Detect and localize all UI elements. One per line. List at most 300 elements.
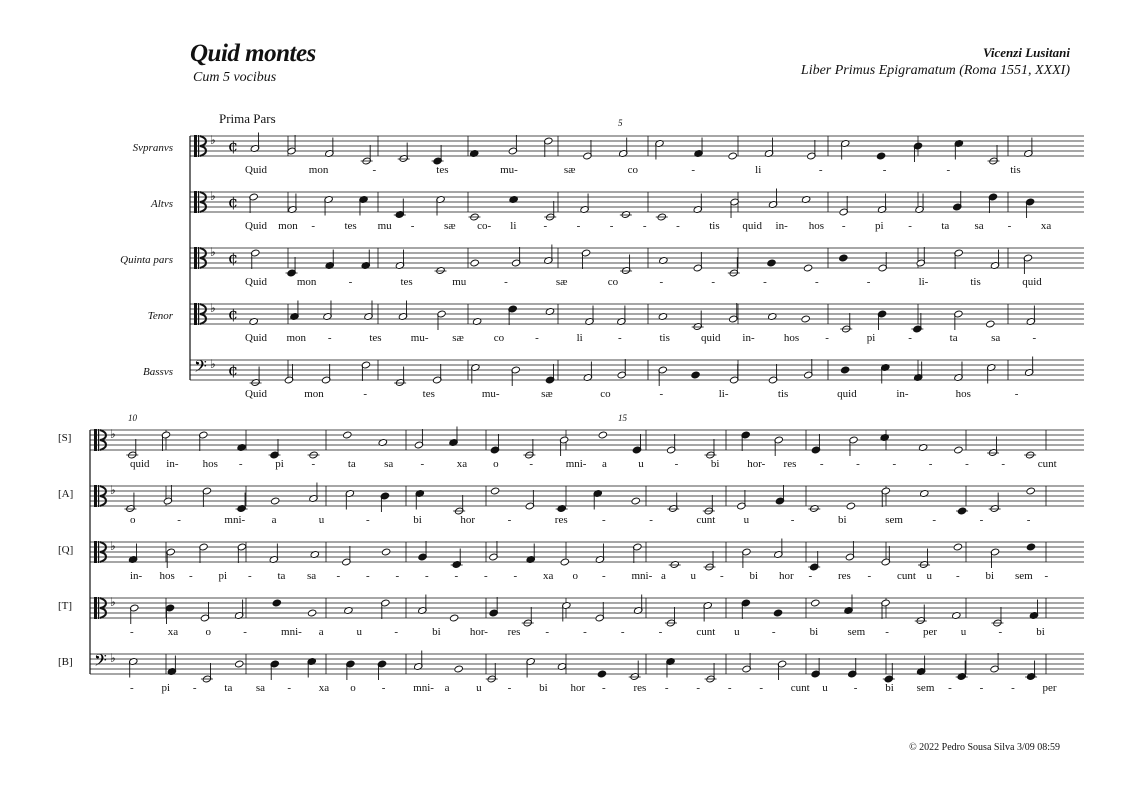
lyric-syllable: xa (456, 458, 468, 470)
lyric-syllable: li- (718, 388, 729, 400)
lyric-syllable: - (484, 570, 488, 582)
lyric-syllable: mu- (500, 164, 518, 176)
lyric-syllable: - (711, 276, 715, 288)
lyric-syllable: Quid (245, 332, 267, 344)
lyric-syllable: - (529, 458, 534, 470)
lyric-syllable: co (493, 332, 505, 344)
lyric-syllable: co- (477, 220, 492, 232)
lyric-syllable: sa (307, 570, 317, 582)
lyric-syllable: bi (838, 514, 847, 526)
lyric-syllable: mon (278, 220, 298, 232)
lyric-syllable: - (948, 682, 952, 694)
cut-time-icon: ¢ (228, 192, 239, 211)
lyric-syllable: hor- (747, 458, 766, 470)
lyric-syllable: sa (384, 458, 394, 470)
note-head (767, 259, 776, 267)
lyric-syllable: - (841, 220, 846, 232)
lyric-syllable: sa (991, 332, 1001, 344)
lyric-syllable: sem (885, 514, 903, 526)
lyric-syllable: - (853, 682, 858, 694)
lyric-syllable: a (271, 514, 277, 526)
c-clef-icon (194, 135, 197, 157)
lyric-syllable: - (885, 626, 889, 638)
lyric-syllable: ta (941, 220, 950, 232)
measure-number: 10 (128, 413, 137, 423)
lyric-syllable: o (130, 514, 136, 526)
lyric-syllable: hos (159, 570, 175, 582)
lyric-syllable: xa (167, 626, 179, 638)
lyric-syllable: - (410, 220, 415, 232)
lyric-syllable: sem (916, 682, 935, 694)
flat-icon: ♭ (210, 245, 216, 259)
lyric-syllable: - (366, 570, 370, 582)
note-head (728, 152, 737, 160)
lyric-syllable: hor (460, 514, 476, 526)
note-head (803, 264, 812, 272)
lyric-syllable: sæ (555, 276, 568, 288)
lyric-syllable: - (979, 514, 984, 526)
lyric-syllable: a (318, 626, 324, 638)
lyric-syllable: - (336, 570, 341, 582)
note-head (490, 487, 499, 495)
note-head (470, 259, 479, 267)
voice-label: [S] (58, 432, 72, 444)
lyric-syllable: - (696, 682, 701, 694)
lyric-syllable: li (510, 220, 517, 232)
lyric-syllable: u (318, 514, 325, 526)
lyric-syllable: pi (161, 682, 171, 694)
lyric-syllable: - (535, 332, 539, 344)
lyric-syllable: u (926, 570, 932, 582)
bass-clef-icon: 𝄢 (94, 650, 107, 674)
c-clef-icon (98, 429, 99, 451)
lyric-syllable: cunt (1037, 458, 1057, 470)
c-clef-icon (194, 247, 197, 269)
lyric-syllable: mu- (410, 332, 429, 344)
lyric-syllable: - (674, 458, 679, 470)
lyric-syllable: pi (275, 458, 284, 470)
lyric-syllable: quid (130, 458, 150, 470)
lyric-syllable: - (381, 682, 386, 694)
lyric-syllable: sæ (443, 220, 456, 232)
lyric-syllable: o (493, 458, 499, 470)
lyric-syllable: quid (1022, 276, 1042, 288)
flat-icon: ♭ (110, 651, 116, 665)
note-head (381, 548, 390, 556)
lyric-syllable: tes (400, 276, 413, 288)
lyric-syllable: - (177, 514, 181, 526)
lyric-syllable: u (960, 626, 967, 638)
note-head (1026, 543, 1035, 551)
lyric-syllable: - (243, 626, 247, 638)
c-clef-icon (198, 247, 199, 269)
lyric-syllable: per (922, 626, 937, 638)
note-head (839, 254, 848, 262)
lyric-syllable: hos (783, 332, 800, 344)
lyric-syllable: - (979, 682, 984, 694)
flat-icon: ♭ (110, 595, 116, 609)
lyric-syllable: - (1011, 682, 1015, 694)
lyric-syllable: in- (742, 332, 755, 344)
lyric-syllable: mni- (413, 682, 434, 694)
lyric-syllable: - (602, 682, 606, 694)
lyric-syllable: tes (422, 388, 435, 400)
lyric-syllable: - (1032, 332, 1037, 344)
lyric-syllable: - (620, 626, 625, 638)
lyric-syllable: o (572, 570, 578, 582)
lyric-syllable: hos (955, 388, 971, 400)
lyric-syllable: - (819, 458, 824, 470)
lyric-syllable: bi (1036, 626, 1045, 638)
lyric-syllable: bi (809, 626, 819, 638)
lyric-syllable: cunt (897, 570, 916, 582)
lyric-syllable: - (759, 682, 763, 694)
c-clef-icon (94, 541, 97, 563)
lyric-syllable: - (908, 332, 912, 344)
lyric-syllable: - (928, 458, 933, 470)
lyric-syllable: xa (1040, 220, 1052, 232)
measure-number: 15 (618, 413, 627, 423)
lyric-syllable: - (818, 164, 823, 176)
lyric-syllable: a (444, 682, 450, 694)
voice-label: [B] (58, 656, 73, 668)
copyright-footer: © 2022 Pedro Sousa Silva 3/09 08:59 (909, 742, 1060, 753)
note-head (272, 599, 281, 607)
lyric-syllable: per (1042, 682, 1057, 694)
lyric-syllable: - (664, 682, 669, 694)
lyric-syllable: xa (543, 570, 554, 582)
lyric-syllable: bi (985, 570, 995, 582)
lyric-syllable: - (882, 164, 887, 176)
flat-icon: ♭ (210, 189, 216, 203)
lyric-syllable: u (356, 626, 363, 638)
lyric-syllable: - (543, 220, 548, 232)
composer-name: Vicenzi Lusitani (982, 45, 1070, 60)
lyric-syllable: sem (847, 626, 866, 638)
lyric-syllable: - (1007, 220, 1012, 232)
piece-subtitle: Cum 5 vocibus (193, 70, 277, 85)
lyric-syllable: - (576, 220, 581, 232)
piece-title: Quid montes (190, 40, 316, 67)
lyric-syllable: pi (875, 220, 884, 232)
lyric-syllable: - (248, 570, 252, 582)
lyric-syllable: mu (377, 220, 392, 232)
lyric-syllable: - (394, 626, 398, 638)
voice-label: [Q] (58, 544, 74, 556)
c-clef-icon (98, 541, 99, 563)
lyric-syllable: - (504, 276, 508, 288)
measure-number: 5 (618, 118, 623, 128)
lyric-syllable: pi (218, 570, 228, 582)
lyric-syllable: mu- (481, 388, 500, 400)
lyric-syllable: - (238, 458, 243, 470)
lyric-syllable: sa (255, 682, 266, 694)
note-head (307, 609, 316, 617)
lyric-syllable: tis (659, 332, 670, 344)
note-head (343, 431, 352, 439)
lyric-syllable: - (642, 220, 647, 232)
lyric-syllable: sem (1015, 570, 1033, 582)
note-head (560, 558, 569, 566)
lyric-syllable: - (420, 458, 425, 470)
note-head (454, 665, 463, 673)
c-clef-icon (94, 429, 97, 451)
lyric-syllable: - (956, 570, 960, 582)
lyric-syllable: - (771, 626, 776, 638)
lyric-syllable: - (808, 570, 813, 582)
note-head (270, 497, 279, 505)
lyric-syllable: - (649, 514, 653, 526)
lyric-syllable: co (600, 388, 611, 400)
lyric-syllable: hor (779, 570, 794, 582)
note-head (235, 660, 244, 668)
voice-label: Bassvs (143, 366, 173, 378)
cut-time-icon: ¢ (228, 360, 239, 379)
flat-icon: ♭ (210, 301, 216, 315)
lyric-syllable: quid (700, 332, 721, 344)
note-head (597, 670, 606, 678)
lyric-syllable: in- (775, 220, 788, 232)
source-reference: Liber Primus Epigramatum (Roma 1551, XXXI) (800, 63, 1070, 78)
flat-icon: ♭ (210, 133, 216, 147)
lyric-syllable: u (743, 514, 750, 526)
note-head (986, 320, 995, 328)
lyric-syllable: - (618, 332, 622, 344)
lyric-syllable: - (602, 514, 606, 526)
note-head (801, 315, 810, 323)
lyric-syllable: in- (130, 570, 143, 582)
lyric-syllable: Quid (245, 164, 267, 176)
lyric-syllable: res (838, 570, 851, 582)
note-head (691, 371, 700, 379)
note-head (876, 152, 885, 160)
c-clef-icon (98, 597, 99, 619)
c-clef-icon (194, 191, 197, 213)
lyric-syllable: hos (202, 458, 218, 470)
lyric-syllable: bi (749, 570, 759, 582)
lyric-syllable: - (866, 276, 871, 288)
lyric-syllable: quid (837, 388, 857, 400)
lyric-syllable: u (476, 682, 482, 694)
note-head (449, 614, 458, 622)
lyric-syllable: mni- (224, 514, 246, 526)
lyric-syllable: bi (710, 458, 720, 470)
lyric-syllable: Quid (245, 276, 267, 288)
lyric-syllable: - (1014, 388, 1019, 400)
lyric-syllable: co (627, 164, 638, 176)
lyric-syllable: - (867, 570, 872, 582)
cut-time-icon: ¢ (228, 136, 239, 155)
note-head (773, 609, 782, 617)
lyric-syllable: Quid (245, 220, 267, 232)
flat-icon: ♭ (210, 357, 216, 371)
lyric-syllable: - (727, 682, 732, 694)
lyric-syllable: u (734, 626, 740, 638)
note-head (840, 366, 849, 374)
lyric-syllable: in- (166, 458, 179, 470)
lyric-syllable: - (1026, 514, 1031, 526)
lyric-syllable: tis (1010, 164, 1021, 176)
voice-label: Svpranvs (132, 142, 173, 154)
lyric-syllable: u (822, 682, 828, 694)
c-clef-icon (194, 303, 197, 325)
note-head (598, 431, 607, 439)
lyric-syllable: tis (970, 276, 981, 288)
flat-icon: ♭ (110, 427, 116, 441)
lyric-syllable: - (192, 682, 197, 694)
lyric-syllable: - (348, 276, 353, 288)
lyric-syllable: - (507, 514, 512, 526)
note-head (1026, 487, 1035, 495)
lyric-syllable: - (454, 570, 459, 582)
voice-label: [A] (58, 488, 74, 500)
lyric-syllable: ta (347, 458, 356, 470)
lyric-syllable: - (676, 220, 680, 232)
lyric-syllable: - (311, 220, 315, 232)
c-clef-icon (94, 597, 97, 619)
lyric-syllable: xa (318, 682, 330, 694)
lyric-syllable: - (287, 682, 291, 694)
lyric-syllable: bi (885, 682, 894, 694)
lyric-syllable: tis (709, 220, 720, 232)
lyric-syllable: mni- (281, 626, 302, 638)
lyric-syllable: - (366, 514, 370, 526)
lyric-syllable: - (372, 164, 377, 176)
lyric-syllable: hor (570, 682, 586, 694)
lyric-syllable: mu (452, 276, 467, 288)
lyric-syllable: - (659, 276, 664, 288)
lyric-syllable: tes (369, 332, 382, 344)
lyric-syllable: - (425, 570, 429, 582)
lyric-syllable: mon (286, 332, 306, 344)
lyric-syllable: res (633, 682, 647, 694)
lyric-syllable: cunt (790, 682, 810, 694)
lyric-syllable: - (513, 570, 518, 582)
lyric-syllable: - (507, 682, 512, 694)
lyric-syllable: - (658, 626, 663, 638)
lyric-syllable: ta (224, 682, 233, 694)
lyric-syllable: mon (308, 164, 329, 176)
note-head (954, 446, 963, 454)
lyric-syllable: - (946, 164, 951, 176)
note-head (811, 599, 820, 607)
lyric-syllable: tis (777, 388, 789, 400)
lyric-syllable: bi (413, 514, 422, 526)
lyric-syllable: sæ (541, 388, 553, 400)
lyric-syllable: - (790, 514, 795, 526)
note-head (846, 502, 855, 510)
lyric-syllable: - (189, 570, 193, 582)
lyric-syllable: - (327, 332, 332, 344)
lyric-syllable: - (814, 276, 819, 288)
lyric-syllable: - (602, 570, 606, 582)
lyric-syllable: - (545, 626, 550, 638)
c-clef-icon (198, 191, 199, 213)
c-clef-icon (198, 303, 199, 325)
lyric-syllable: li (755, 164, 762, 176)
lyric-syllable: co (607, 276, 619, 288)
lyric-syllable: bi (432, 626, 441, 638)
lyric-syllable: - (363, 388, 368, 400)
lyric-syllable: res (783, 458, 797, 470)
lyric-syllable: hor- (469, 626, 488, 638)
flat-icon: ♭ (110, 483, 116, 497)
lyric-syllable: o (350, 682, 356, 694)
lyric-syllable: tes (344, 220, 357, 232)
lyric-syllable: u (638, 458, 644, 470)
lyric-syllable: - (763, 276, 767, 288)
lyric-syllable: - (856, 458, 860, 470)
lyric-syllable: res (554, 514, 568, 526)
lyric-syllable: - (908, 220, 912, 232)
lyric-syllable: - (130, 682, 134, 694)
lyric-syllable: ta (277, 570, 286, 582)
c-clef-icon (94, 485, 97, 507)
lyric-syllable: - (395, 570, 400, 582)
c-clef-icon (198, 135, 199, 157)
lyric-syllable: sæ (563, 164, 576, 176)
lyric-syllable: - (932, 514, 937, 526)
note-head (631, 497, 640, 505)
lyric-syllable: a (661, 570, 666, 582)
lyric-syllable: tes (436, 164, 449, 176)
lyric-syllable: cunt (696, 626, 716, 638)
lyric-syllable: - (998, 626, 1003, 638)
voice-label: Quinta pars (120, 254, 173, 266)
voice-label: Tenor (147, 310, 173, 322)
lyric-syllable: li- (918, 276, 929, 288)
lyric-syllable: - (825, 332, 829, 344)
section-label: Prima Pars (219, 111, 276, 126)
lyric-syllable: mon (296, 276, 317, 288)
lyric-syllable: mni- (565, 458, 587, 470)
c-clef-icon (98, 485, 99, 507)
lyric-syllable: - (583, 626, 587, 638)
lyric-syllable: u (690, 570, 696, 582)
lyric-syllable: - (892, 458, 897, 470)
flat-icon: ♭ (110, 539, 116, 553)
note-head (953, 543, 962, 551)
lyric-syllable: hos (808, 220, 824, 232)
cut-time-icon: ¢ (228, 248, 239, 267)
lyric-syllable: o (205, 626, 212, 638)
lyric-syllable: - (1001, 458, 1006, 470)
lyric-syllable: ta (949, 332, 958, 344)
lyric-syllable: a (602, 458, 607, 470)
cut-time-icon: ¢ (228, 304, 239, 323)
lyric-syllable: - (659, 388, 664, 400)
voice-label: Altvs (151, 198, 173, 210)
lyric-syllable: - (720, 570, 724, 582)
lyric-syllable: res (507, 626, 521, 638)
lyric-syllable: quid (742, 220, 762, 232)
lyric-syllable: - (965, 458, 969, 470)
lyric-syllable: in- (896, 388, 909, 400)
lyric-syllable: - (311, 458, 316, 470)
bass-clef-icon: 𝄢 (194, 356, 207, 380)
lyric-syllable: - (1044, 570, 1049, 582)
lyric-syllable: sa (974, 220, 984, 232)
lyric-syllable: sæ (452, 332, 464, 344)
lyric-syllable: cunt (696, 514, 716, 526)
lyric-syllable: bi (539, 682, 548, 694)
voice-label: [T] (58, 600, 73, 612)
lyric-syllable: - (609, 220, 614, 232)
lyric-syllable: li (576, 332, 583, 344)
lyric-syllable: - (691, 164, 696, 176)
lyric-syllable: mon (304, 388, 324, 400)
lyric-syllable: mni- (631, 570, 653, 582)
